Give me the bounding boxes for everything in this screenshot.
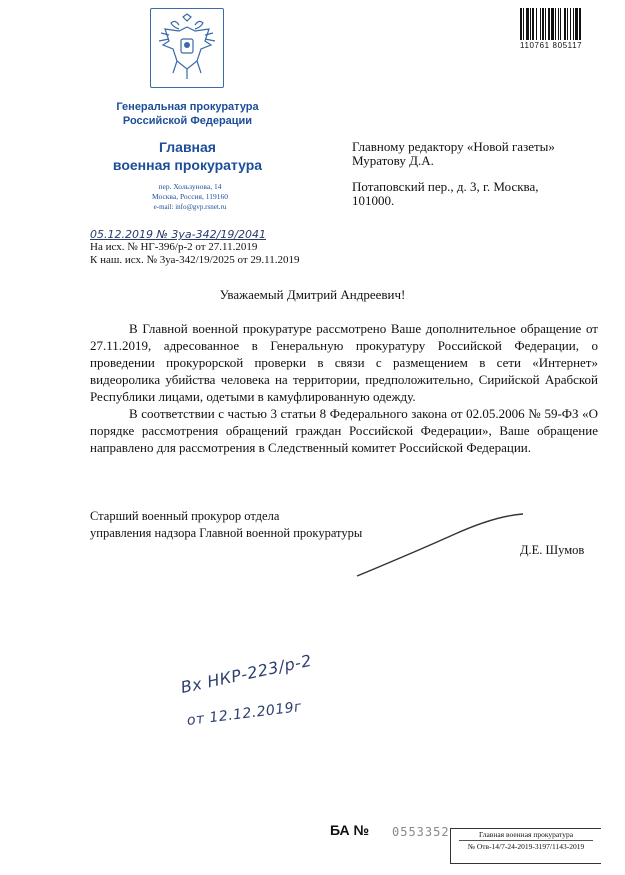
- reference-incoming: На исх. № НГ-396/р-2 от 27.11.2019: [90, 241, 258, 253]
- stamp-line2: № Отв-14/7-24-2019-3197/1143-2019: [467, 842, 585, 851]
- handwritten-incoming-date: от 12.12.2019г: [186, 699, 303, 729]
- org-line2: Российской Федерации: [122, 115, 253, 127]
- greeting: Уважаемый Дмитрий Андреевич!: [219, 287, 406, 302]
- ba-label: БА №: [330, 822, 370, 838]
- document-date-number: 05.12.2019 № 3уа-342/19/2041: [90, 228, 267, 241]
- barcode-number: 110761 805117: [520, 41, 583, 50]
- recipient-address-line2: 101000.: [352, 193, 395, 208]
- stamp-line1: Главная военная прокуратура: [478, 830, 574, 839]
- address-line1: пер. Хользунова, 14: [158, 182, 222, 191]
- address-line2: Москва, Россия, 119160: [152, 192, 228, 201]
- reference-outgoing: К наш. исх. № 3уа-342/19/2025 от 29.11.2019: [90, 254, 300, 266]
- sender-department: [95, 138, 280, 174]
- org-line1: Генеральная прокуратура: [116, 101, 259, 113]
- signatory-title-line1: Старший военный прокурор отдела: [90, 509, 280, 523]
- recipient-line1: Главному редактору «Новой газеты»: [352, 139, 555, 154]
- reference-numbers: [90, 228, 299, 267]
- ba-number: 0553352: [392, 825, 450, 839]
- dept-line2: военная прокуратура: [112, 157, 263, 173]
- signatory-name: Д.Е. Шумов: [520, 543, 585, 557]
- signature-stroke: [355, 512, 525, 582]
- recipient-address-line1: Потаповский пер., д. 3, г. Москва,: [352, 179, 539, 194]
- recipient-line2: Муратову Д.А.: [352, 153, 434, 168]
- signatory-title-line2: управления надзора Главной военной прокуратуры: [90, 526, 363, 540]
- barcode: [520, 8, 604, 40]
- handwritten-incoming-number: Вх НКР-223/р-2: [179, 650, 314, 697]
- address-email: e-mail: info@gvp.rsnet.ru: [153, 203, 227, 211]
- sender-organization: [100, 100, 275, 128]
- letter-body: [90, 320, 598, 456]
- registration-stamp: [450, 828, 601, 864]
- russian-eagle-emblem: [150, 8, 224, 88]
- recipient-block: [352, 140, 612, 208]
- dept-line1: Главная: [159, 139, 216, 155]
- body-paragraph-2: В соответствии с частью 3 статьи 8 Федерального закона от 02.05.2006 № 59-ФЗ «О порядке рассмотрения обращений граждан Российской Федерации», Ваше обращение направлено для рассмотрения в Следственный комитет Российской Федерации.: [90, 406, 598, 455]
- body-paragraph-1: В Главной военной прокуратуре рассмотрено Ваше дополнительное обращение от 27.11.2019, адресованное в Генеральную прокуратуру Российской Федерации, о проведении прокурорской проверки в связи с размещением в сети «Интернет» видеоролика убийства человека на территории, предположительно, Сирийской Арабской Республики лицами, одетыми в камуфлированную одежду.: [90, 321, 598, 404]
- signatory-title: [90, 508, 362, 542]
- sender-address: [140, 182, 240, 212]
